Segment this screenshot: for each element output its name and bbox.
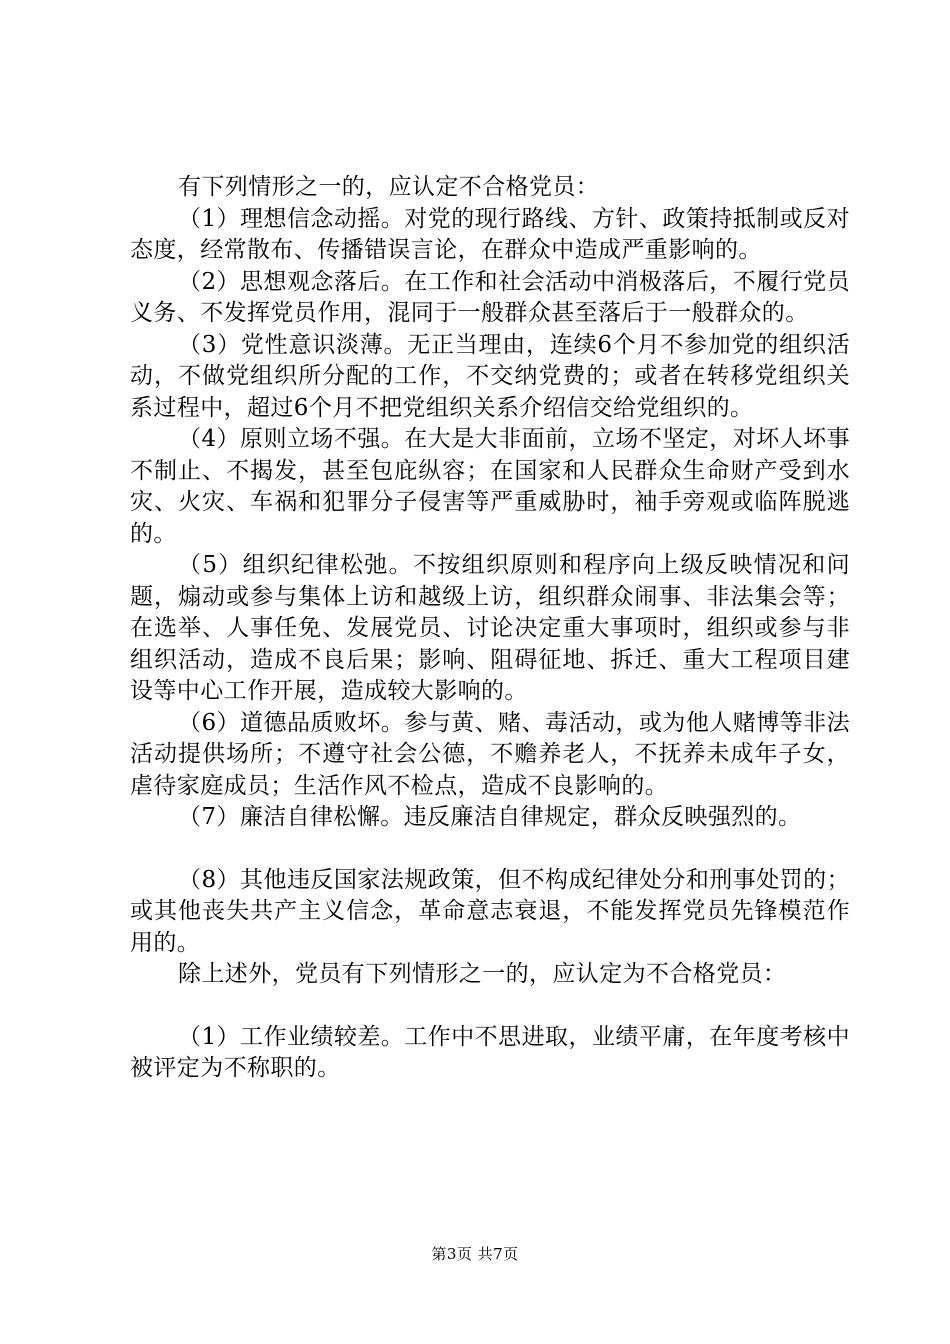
item-1-paragraph: （1）理想信念动摇。对党的现行路线、方针、政策持抵制或反对态度，经常散布、传播错误言论，在群众中造成严重影响的。 — [130, 205, 850, 263]
item-6-paragraph: （6）道德品质败坏。参与黄、赌、毒活动，或为他人赌博等非法活动提供场所；不遵守社会公德，不赡养老人，不抚养未成年子女，虐待家庭成员；生活作风不检点，造成不良影响的。 — [130, 709, 850, 799]
item-5-paragraph: （5）组织纪律松弛。不按组织原则和程序向上级反映情况和问题，煽动或参与集体上访和越级上访，组织群众闹事、非法集会等；在选举、人事任免、发展党员、讨论决定重大事项时，组织或参与非组织活动，造成不良后果；影响、阻碍征地、拆迁、重大工程项目建设等中心工作开展，造成较大影响的。 — [130, 552, 850, 704]
page-number-footer: 第3页 共7页 — [431, 1245, 519, 1263]
intro-paragraph: 有下列情形之一的，应认定不合格党员： — [178, 174, 600, 200]
item-3-paragraph: （3）党性意识淡薄。无正当理由，连续6个月不参加党的组织活动，不做党组织所分配的工作，不交纳党费的；或者在转移党组织关系过程中，超过6个月不把党组织关系介绍信交给党组织的。 — [130, 331, 850, 421]
additional-intro-paragraph: 除上述外，党员有下列情形之一的，应认定为不合格党员： — [178, 961, 787, 987]
item-7-paragraph: （7）廉洁自律松懈。违反廉洁自律规定，群众反映强烈的。 — [178, 804, 802, 830]
additional-item-1-paragraph: （1）工作业绩较差。工作中不思进取，业绩平庸，在年度考核中被评定为不称职的。 — [130, 1023, 850, 1081]
document-body — [130, 172, 850, 1085]
item-4-paragraph: （4）原则立场不强。在大是大非面前，立场不坚定，对坏人坏事不制止、不揭发，甚至包庇纵容；在国家和人民群众生命财产受到水灾、火灾、车祸和犯罪分子侵害等严重威胁时，袖手旁观或临阵脱逃的。 — [130, 426, 850, 547]
item-2-paragraph: （2）思想观念落后。在工作和社会活动中消极落后，不履行党员义务、不发挥党员作用，混同于一般群众甚至落后于一般群众的。 — [130, 268, 850, 326]
item-8-paragraph: （8）其他违反国家法规政策，但不构成纪律处分和刑事处罚的；或其他丧失共产主义信念，革命意志衰退，不能发挥党员先锋模范作用的。 — [130, 866, 850, 956]
